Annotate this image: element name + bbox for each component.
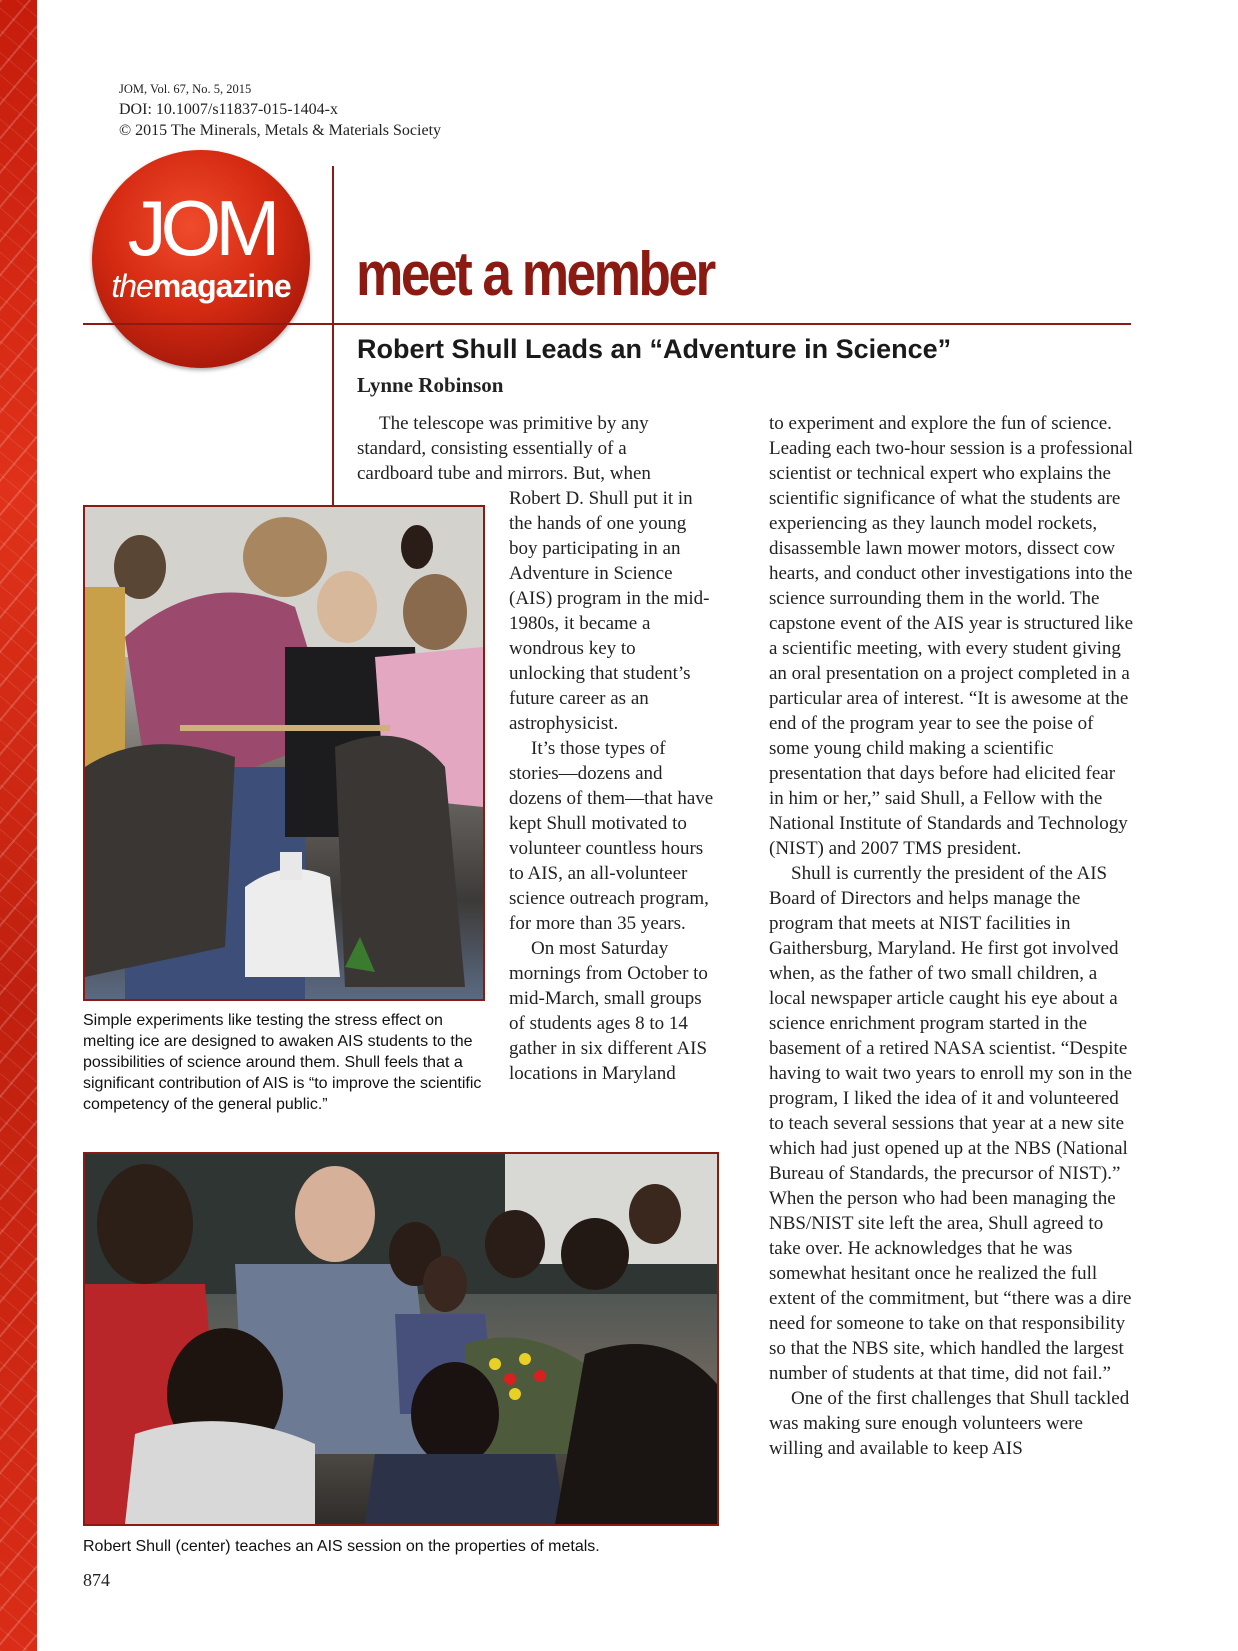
- vertical-divider: [332, 166, 334, 506]
- column-middle: [509, 486, 714, 1086]
- caption-photo-2: Robert Shull (center) teaches an AIS session on the properties of metals.: [83, 1538, 600, 1555]
- article-author: Lynne Robinson: [357, 373, 504, 397]
- paragraph: to experiment and explore the fun of science. Leading each two-hour session is a professional scientist or technical expert who explains the scientific significance of what the students are experiencing as they launch model rockets, disassemble lawn mower motors, dissect cow hearts, and conduct other investigations into the science surrounding them in the world. The capstone event of the AIS year is structured like a scientific meeting, with every student giving an oral presentation on a project completed in a particular area of interest. “It is awesome at the end of the program year to see the poise of some young child making a scientific presentation that days before had elicited fear in him or her,” said Shull, a Fellow with the National Institute of Standards and Technology (NIST) and 2007 TMS president.: [769, 413, 1134, 859]
- photo-ice-experiment: [83, 505, 485, 1001]
- photo-metals-session: [83, 1152, 719, 1526]
- paragraph: Shull is currently the president of the AIS Board of Directors and helps manage the program that meets at NIST facilities in Gaithersburg, Maryland. He first got involved when, as the father of two small children, a local newspaper article caught his eye about a science enrichment program started in the basement of a retired NASA scientist. “Despite having to wait two years to enroll my son in the program, I liked the idea of it and volunteered to teach several sessions that year at a new site which had just opened up at the NBS (National Bureau of Standards, the precursor of NIST).” When the person who had been managing the NBS/NIST site left the area, Shull agreed to take over. He acknowledges that he was somewhat hesitant once he realized the full extent of the commitment, but “there was a dire need for someone to take on that responsibility so that the NBS site, which handled the largest number of students at that time, did not fail.”: [769, 863, 1133, 1384]
- section-title: meet a member: [356, 240, 714, 309]
- paragraph: Robert D. Shull put it in the hands of one young boy participating in an Adventure in Science (AIS) program in the mid-1980s, it became a wondrous key to unlocking that student’s future career as an astrophysicist.: [509, 488, 710, 734]
- logo-subtitle: [92, 268, 310, 305]
- doi: DOI: 10.1007/s11837-015-1404-x: [119, 101, 338, 118]
- jom-logo: [92, 150, 310, 368]
- copyright: © 2015 The Minerals, Metals & Materials Society: [119, 122, 442, 139]
- column-right: [769, 411, 1134, 1461]
- paragraph: It’s those types of stories—dozens and dozens of them—that have kept Shull motivated to volunteer countless hours to AIS, an all-volunteer science outreach program, for more than 35 years.: [509, 738, 714, 934]
- logo-jom-text: JOM: [127, 184, 275, 272]
- intro-text: The telescope was primitive by any standard, consisting essentially of a cardboard tube and mirrors. But, when: [357, 413, 651, 484]
- journal-citation: JOM, Vol. 67, No. 5, 2015: [119, 82, 252, 96]
- intro-paragraph: [357, 411, 687, 486]
- decorative-sidebar: [0, 0, 37, 1651]
- caption-photo-1: Simple experiments like testing the stress effect on melting ice are designed to awaken AIS students to the possibilities of science around them. Shull feels that a significant contribution of AIS is “to improve the scientific competency of the general public.”: [83, 1012, 482, 1113]
- page-number: 874: [83, 1570, 110, 1590]
- paragraph: On most Saturday mornings from October to mid-March, small groups of students ages 8 to 14 gather in six different AIS locations in Maryland: [509, 938, 708, 1084]
- article-headline: Robert Shull Leads an “Adventure in Science”: [357, 334, 952, 364]
- article-metadata: [119, 80, 441, 141]
- logo-the: the: [111, 268, 153, 304]
- horizontal-divider: [83, 323, 1131, 325]
- paragraph: One of the first challenges that Shull tackled was making sure enough volunteers were willing and available to keep AIS: [769, 1388, 1130, 1459]
- logo-magazine: magazine: [152, 268, 291, 304]
